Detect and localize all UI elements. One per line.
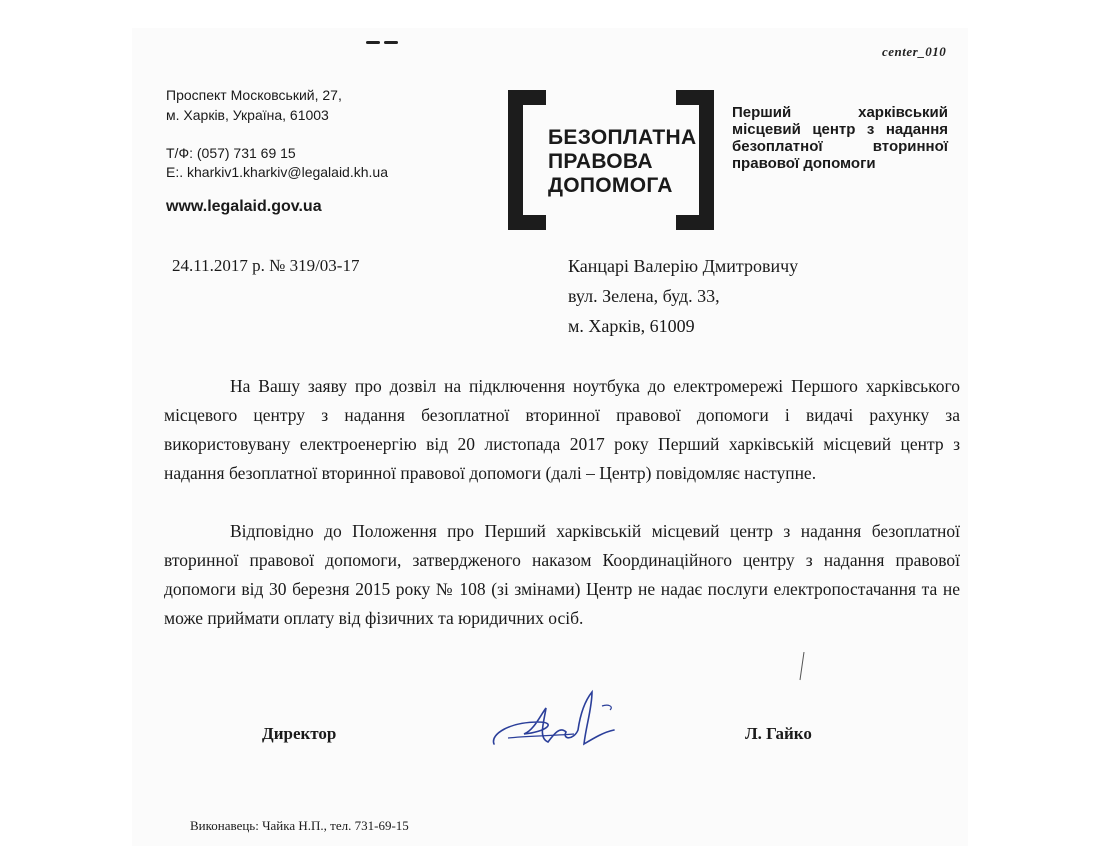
email-line: E:. kharkiv1.kharkiv@legalaid.kh.ua	[166, 164, 388, 180]
website-link: www.legalaid.gov.ua	[166, 198, 322, 215]
address-line-2: м. Харків, Україна, 61003	[166, 107, 329, 123]
legal-aid-logo	[508, 90, 714, 230]
body-paragraph-2: Відповідно до Положення про Перший харківській місцевий центр з надання безоплатної вторинної правової допомоги, затвердженого наказом Координаційного центру з надання правової допомоги від 30 березня 2015 року № 108 (зі змінами) Центр не надає послуги електропостачання та не може приймати оплату від фізичних та юридичних осіб.	[164, 521, 960, 628]
recipient-street: вул. Зелена, буд. 33,	[568, 286, 720, 306]
signatory-name: Л. Гайко	[745, 724, 812, 743]
logo-left-bracket	[508, 90, 546, 230]
phone-line: Т/Ф: (057) 731 69 15	[166, 145, 296, 161]
center-name: Перший харківський місцевий центр з надання безоплатної вторинної правової допомоги	[732, 104, 948, 172]
logo-line-1: БЕЗОПЛАТНА	[548, 126, 697, 149]
logo-text	[548, 126, 696, 198]
pen-scratch-mark	[796, 652, 808, 682]
logo-line-3: ДОПОМОГА	[548, 174, 673, 197]
document-stamp-mark: center_010	[882, 44, 947, 59]
logo-line-2: ПРАВОВА	[548, 150, 653, 173]
address-line-1: Проспект Московський, 27,	[166, 87, 342, 103]
recipient-name: Канцарі Валерію Дмитровичу	[568, 256, 799, 276]
handwritten-signature	[488, 686, 628, 756]
logo-right-bracket	[676, 90, 714, 230]
signatory-title: Директор	[262, 724, 337, 743]
top-dash-mark	[366, 38, 400, 48]
recipient-city: м. Харків, 61009	[568, 316, 695, 336]
executor-line: Виконавець: Чайка Н.П., тел. 731-69-15	[190, 818, 409, 833]
body-paragraph-1: На Вашу заяву про дозвіл на підключення ноутбука до електромережі Першого харківського місцевого центру з надання безоплатної вторинної правової допомоги і видачі рахунку за використовувану електроенергію від 20 листопада 2017 року Перший харківській місцевий центр з надання безоплатної вторинної правової допомоги (далі – Центр) повідомляє наступне.	[164, 376, 960, 483]
reference-number: 24.11.2017 р. № 319/03-17	[172, 256, 360, 275]
